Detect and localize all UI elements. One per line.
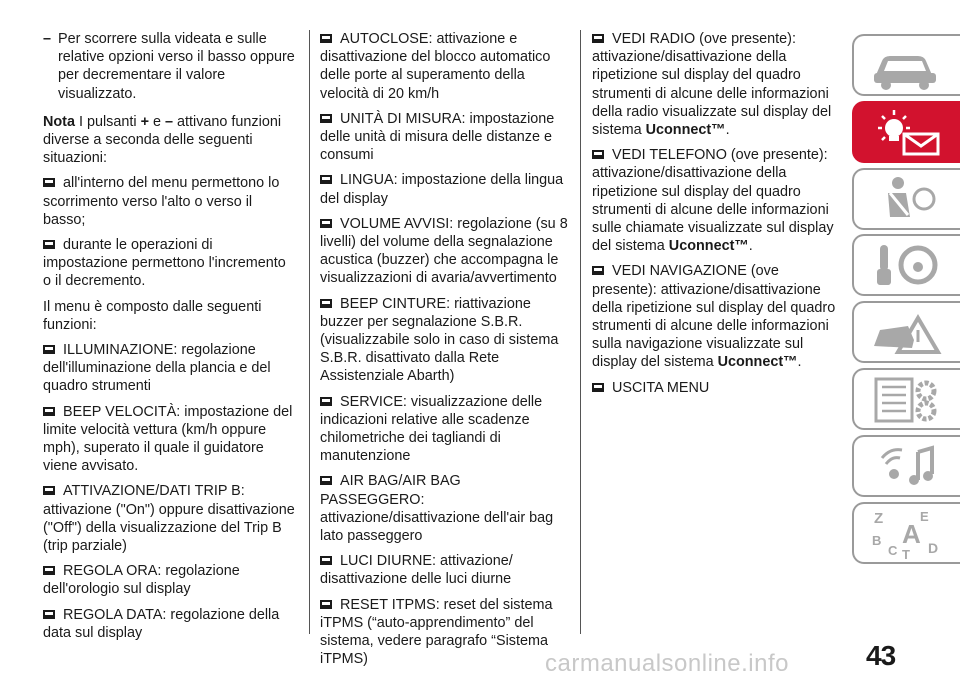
list-item: BEEP VELOCITÀ: impostazione del limite velocità vettura (km/h oppure mph), superato il quale il guidatore viene avvisato. (43, 403, 293, 475)
bullet-icon (320, 556, 332, 565)
list-item: VEDI TELEFONO (ove presente): attivazione/disattivazione della ripetizione sul display del quadro strumenti di alcune delle informazioni sulle chiamate visualizzate sul display del sistema Uconnect™. (592, 147, 834, 255)
warning-light-envelope-icon (868, 106, 946, 158)
list-item: USCITA MENU (592, 379, 842, 397)
chapter-tab-emergency[interactable] (852, 301, 960, 363)
bullet-icon (320, 299, 332, 308)
svg-text:C: C (888, 542, 898, 558)
svg-text:T: T (902, 546, 910, 559)
watermark: carmanualsonline.info (545, 650, 789, 677)
list-item: VEDI RADIO (ove presente): attivazione/disattivazione della ripetizione sul display del quadro strumenti di alcune delle informazioni della radio visualizzate sul display del sistema Uconnect™. (592, 31, 832, 139)
text-column-3 (592, 30, 842, 404)
svg-text:B: B (872, 532, 882, 548)
seat-belt-airbag-icon (868, 173, 946, 225)
alphabet-index-icon (868, 507, 946, 559)
list-item: LUCI DIURNE: attivazione/ disattivazione delle luci diurne (320, 553, 513, 588)
car-icon (868, 39, 946, 91)
bullet-icon (43, 610, 55, 619)
plus-symbol: + (140, 113, 149, 130)
list-item: AIR BAG/AIR BAG PASSEGGERO: attivazione/disattivazione dell'air bag lato passeggero (320, 473, 554, 545)
dash-marker: – (43, 31, 52, 47)
list-item: durante le operazioni di impostazione permettono l'incremento o il decremento. (43, 237, 286, 290)
brand-name: Uconnect™ (668, 238, 749, 255)
list-item: LINGUA: impostazione della lingua del display (320, 172, 564, 207)
list-item: UNITÀ DI MISURA: impostazione delle unità di misura delle distanze e consumi (320, 110, 555, 164)
chapter-tab-start-driving[interactable] (852, 234, 960, 296)
chapter-tab-dashboard[interactable] (852, 101, 960, 163)
page-number: 43 (866, 640, 896, 671)
list-item: ILLUMINAZIONE: regolazione dell'illuminazione della plancia e del quadro strumenti (43, 342, 271, 395)
bullet-icon (43, 486, 55, 495)
multimedia-music-icon (868, 440, 946, 492)
chapter-tabs (852, 34, 960, 568)
column-divider (580, 30, 581, 634)
car-crash-warning-icon (868, 306, 946, 358)
note-paragraph: Nota I pulsanti + e – attivano funzioni diverse a seconda delle seguenti situazioni: (43, 113, 282, 167)
text-column-1 (43, 30, 295, 649)
bullet-icon (320, 175, 332, 184)
svg-text:Z: Z (874, 509, 884, 527)
bullet-icon (43, 240, 55, 249)
bullet-icon (592, 266, 604, 275)
column-divider (309, 30, 310, 634)
list-item: SERVICE: visualizzazione delle indicazioni relative alle scadenze chilometriche dei tagliandi di manutenzione (320, 393, 543, 465)
chapter-tab-maintenance[interactable] (852, 368, 960, 430)
bullet-icon (320, 34, 332, 43)
chapter-tab-multimedia[interactable] (852, 435, 960, 497)
bullet-icon (592, 34, 604, 43)
dash-item (43, 30, 295, 103)
maintenance-gears-icon (868, 373, 946, 425)
brand-name: Uconnect™ (645, 122, 726, 139)
svg-text:D: D (928, 539, 939, 556)
svg-text:A: A (902, 518, 921, 549)
menu-intro: Il menu è composto dalle seguenti funzioni: (43, 298, 262, 333)
list-item: RESET ITPMS: reset del sistema iTPMS (“auto-apprendimento” del sistema, vedere paragrafo “Sistema iTPMS) (320, 596, 553, 668)
list-item: REGOLA DATA: regolazione della data sul display (43, 606, 280, 641)
text-column-2 (320, 30, 568, 676)
bullet-icon (43, 566, 55, 575)
minus-symbol: – (165, 113, 174, 130)
key-steering-wheel-icon (868, 239, 946, 291)
bullet-icon (43, 345, 55, 354)
bullet-icon (43, 407, 55, 416)
note-label: Nota (43, 113, 75, 130)
bullet-icon (43, 178, 55, 187)
bullet-icon (320, 476, 332, 485)
list-item: REGOLA ORA: regolazione dell'orologio sul display (43, 563, 240, 598)
chapter-tab-safety[interactable] (852, 168, 960, 230)
list-item: AUTOCLOSE: attivazione e disattivazione del blocco automatico delle porte al superamento della velocità di 20 km/h (320, 31, 551, 102)
list-item: ATTIVAZIONE/DATI TRIP B: attivazione ("On") oppure disattivazione ("Off") della visualizzazione del Trip B (trip parziale) (43, 483, 295, 555)
list-item: all'interno del menu permettono lo scorrimento verso l'alto o verso il basso; (43, 175, 280, 228)
bullet-icon (592, 383, 604, 392)
list-item: VOLUME AVVISI: regolazione (su 8 livelli) del volume della segnalazione acustica (buzzer) che accompagna le visualizzazioni di avaria/avvertimento (320, 215, 568, 287)
bullet-icon (320, 600, 332, 609)
list-item: VEDI NAVIGAZIONE (ove presente): attivazione/disattivazione della ripetizione sul display del quadro strumenti di alcune delle informazioni sulla navigazione visualizzate sul display del sistema Uconnect™. (592, 263, 836, 371)
chapter-tab-car[interactable] (852, 34, 960, 96)
bullet-icon (320, 219, 332, 228)
brand-name: Uconnect™ (717, 354, 798, 371)
bullet-icon (320, 397, 332, 406)
list-item: BEEP CINTURE: riattivazione buzzer per segnalazione S.B.R. (visualizzabile solo in caso di sistema S.B.R. disattivato dalla Rete Assistenziale Abarth) (320, 295, 559, 385)
chapter-tab-index[interactable] (852, 502, 960, 564)
svg-text:E: E (920, 508, 929, 524)
scroll-down-text: Per scorrere sulla videata e sulle relative opzioni verso il basso oppure per decrementare il valore visualizzato. (58, 31, 295, 102)
bullet-icon (592, 150, 604, 159)
bullet-icon (320, 114, 332, 123)
